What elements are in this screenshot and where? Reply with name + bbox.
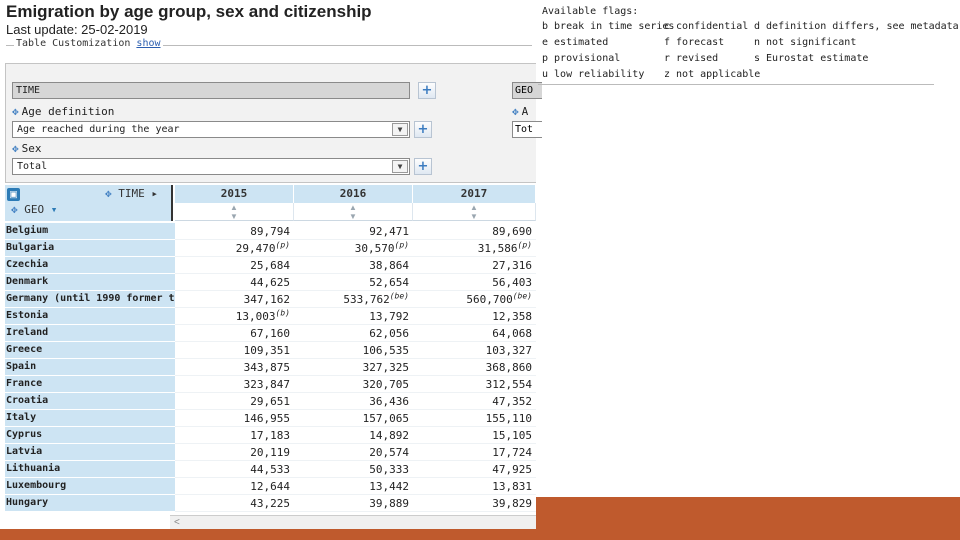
cell-value: 47,352 [492,395,532,408]
table-cell [175,359,294,376]
cell-value: 106,535 [362,344,409,357]
cell-value: 92,471 [369,225,409,238]
cell-flag: (be) [389,291,409,301]
cell-value: 312,554 [485,378,532,391]
table-cell [294,393,413,410]
cell-value: 30,570 [354,242,395,255]
row-label[interactable]: Lithuania [5,461,175,478]
row-label[interactable]: Hungary [5,495,175,512]
customization-label: Table Customization [16,38,131,49]
table-cell [294,376,413,393]
cell-value: 103,327 [485,344,532,357]
cell-value: 12,358 [492,310,532,323]
flag-item: d definition differs, see metadata [754,21,959,32]
table-cell [413,427,536,444]
accent-band-bottom [0,529,960,540]
flag-item: u low reliability [542,69,645,80]
sex-label [12,142,42,155]
table-options-icon[interactable]: ▣ [7,188,20,201]
cell-value: 29,651 [250,395,290,408]
table-cell [294,325,413,342]
table-cell [294,461,413,478]
cell-value: 62,056 [369,327,409,340]
cell-value: 13,442 [369,480,409,493]
sort-toggle[interactable] [175,203,294,221]
table-cell [294,359,413,376]
row-label[interactable]: Ireland [5,325,175,342]
chevron-right-icon[interactable]: ▸ [151,187,158,200]
corner-geo-text: GEO [24,203,45,216]
table-cell [413,376,536,393]
column-header-2015[interactable]: 2015 [175,185,294,203]
cell-value: 13,792 [369,310,409,323]
cell-value: 89,690 [492,225,532,238]
table-cell [175,291,294,308]
chevron-down-icon[interactable]: ▾ [50,203,58,216]
table-corner [5,185,173,221]
cell-flag: (p) [517,240,532,250]
cell-value: 39,829 [492,497,532,510]
cell-value: 146,955 [243,412,290,425]
show-customization-link[interactable]: show [136,38,161,49]
cell-value: 50,333 [369,463,409,476]
row-label[interactable]: Latvia [5,444,175,461]
table-cell [294,223,413,240]
cell-value: 36,436 [369,395,409,408]
table-cell [294,478,413,495]
cell-value: 31,586 [477,242,518,255]
move-icon[interactable]: ✥ [12,142,19,155]
row-label[interactable]: Denmark [5,274,175,291]
flag-item: c confidential [664,21,749,32]
table-cell [294,308,413,325]
table-cell [175,444,294,461]
table-cell [413,308,536,325]
age-select-value: Age reached during the year [17,124,180,135]
table-cell [413,223,536,240]
move-icon[interactable]: ✥ [105,187,112,200]
corner-geo-header[interactable] [11,203,57,216]
table-cell [294,410,413,427]
cell-value: 157,065 [362,412,409,425]
flags-title: Available flags: [542,6,639,17]
row-label[interactable]: Belgium [5,223,175,240]
table-cell [413,325,536,342]
cell-value: 320,705 [362,378,409,391]
age-definition-label [12,105,114,118]
corner-time-text: TIME [118,187,145,200]
table-cell [413,291,536,308]
table-cell [175,274,294,291]
move-icon[interactable]: ✥ [11,203,18,216]
age-label-text: Age definition [21,105,115,118]
flag-item: p provisional [542,53,621,64]
cell-value: 27,316 [492,259,532,272]
table-cell [175,325,294,342]
table-cell [294,257,413,274]
dimension-panel [5,63,536,183]
cell-value: 20,574 [369,446,409,459]
cell-value: 327,325 [362,361,409,374]
age-frag-text: A [521,105,529,118]
sort-toggle[interactable] [413,203,536,221]
row-label[interactable]: France [5,376,175,393]
table-cell [175,376,294,393]
move-icon[interactable]: ✥ [12,105,19,118]
cell-flag: (b) [275,308,290,318]
table-cell [413,342,536,359]
table-cell [175,461,294,478]
cell-value: 368,860 [485,361,532,374]
cell-value: 560,700 [466,293,513,306]
table-cell [413,274,536,291]
cell-value: 15,105 [492,429,532,442]
horizontal-scrollbar[interactable] [170,515,536,529]
cell-value: 44,625 [250,276,290,289]
cell-value: 12,644 [250,480,290,493]
last-update: Last update: 25-02-2019 [6,22,148,37]
cell-value: 44,533 [250,463,290,476]
row-label[interactable]: Luxembourg [5,478,175,495]
cell-value: 20,119 [250,446,290,459]
table-cell [294,444,413,461]
cell-value: 52,654 [369,276,409,289]
cell-value: 13,831 [492,480,532,493]
right-select-fragment[interactable]: Tot [512,121,542,138]
cell-value: 56,403 [492,276,532,289]
column-header-2016[interactable]: 2016 [294,185,413,203]
age-right-label-fragment [512,105,528,118]
geo-dimension-box[interactable]: GEO [512,82,542,99]
row-label[interactable]: Cyprus [5,427,175,444]
cell-value: 29,470 [235,242,276,255]
row-label[interactable]: Czechia [5,257,175,274]
table-cell [413,444,536,461]
table-cell [175,427,294,444]
customization-legend [14,38,163,49]
column-header-2017[interactable]: 2017 [413,185,536,203]
table-cell [175,240,294,257]
table-cell [175,342,294,359]
corner-time-header[interactable] [105,187,158,200]
cell-value: 47,925 [492,463,532,476]
flag-item: e estimated [542,37,609,48]
table-cell [294,495,413,512]
table-cell [175,257,294,274]
table-cell [294,427,413,444]
sex-select-value: Total [17,161,48,172]
table-cell [413,240,536,257]
table-cell [413,393,536,410]
cell-value: 64,068 [492,327,532,340]
cell-value: 25,684 [250,259,290,272]
chevron-down-icon[interactable]: ▼ [392,160,408,173]
cell-value: 13,003 [235,310,276,323]
table-cell [175,495,294,512]
sort-icon[interactable]: ▲ ▼ [230,203,238,221]
cell-value: 17,183 [250,429,290,442]
page-title: Emigration by age group, sex and citizenship [6,2,372,21]
sex-select[interactable] [12,158,410,175]
sort-toggle[interactable] [294,203,413,221]
table-cell [413,359,536,376]
table-cell [413,495,536,512]
flag-item: z not applicable [664,69,761,80]
table-cell [413,257,536,274]
cell-flag: (p) [394,240,409,250]
row-label[interactable]: Spain [5,359,175,376]
data-table [5,185,536,517]
divider [538,84,934,85]
cell-value: 323,847 [243,378,290,391]
cell-value: 347,162 [243,293,290,306]
cell-value: 343,875 [243,361,290,374]
add-sex-button[interactable]: + [414,158,432,175]
flag-item: s Eurostat estimate [754,53,869,64]
add-time-button[interactable]: + [418,82,436,99]
accent-band [536,497,960,529]
flag-item: f forecast [664,37,725,48]
row-label[interactable]: Germany (until 1990 former t [5,291,175,308]
table-cell [294,240,413,257]
table-cell [175,308,294,325]
table-cell [294,274,413,291]
table-cell [175,410,294,427]
row-label[interactable]: Greece [5,342,175,359]
cell-flag: (p) [275,240,290,250]
row-label[interactable]: Bulgaria [5,240,175,257]
table-cell [175,393,294,410]
flag-item: r revised [664,53,719,64]
cell-value: 155,110 [485,412,532,425]
flag-item: n not significant [754,37,857,48]
sort-icon[interactable]: ▲ ▼ [349,203,357,221]
flag-item: b break in time series [542,21,675,32]
cell-value: 43,225 [250,497,290,510]
table-cell [413,478,536,495]
add-age-button[interactable]: + [414,121,432,138]
cell-value: 109,351 [243,344,290,357]
cell-value: 14,892 [369,429,409,442]
row-label[interactable]: Estonia [5,308,175,325]
row-label[interactable]: Italy [5,410,175,427]
cell-flag: (be) [512,291,532,301]
cell-value: 67,160 [250,327,290,340]
sort-icon[interactable]: ▲ ▼ [470,203,478,221]
scroll-left-icon[interactable]: < [174,517,180,528]
time-dimension-box[interactable]: TIME [12,82,410,99]
cell-value: 17,724 [492,446,532,459]
cell-value: 38,864 [369,259,409,272]
table-cell [413,461,536,478]
table-cell [175,223,294,240]
table-cell [294,291,413,308]
chevron-down-icon[interactable]: ▼ [392,123,408,136]
table-customization [6,38,532,52]
move-icon[interactable]: ✥ [512,105,519,118]
row-label[interactable]: Croatia [5,393,175,410]
sex-label-text: Sex [21,142,42,155]
cell-value: 533,762 [343,293,390,306]
table-cell [294,342,413,359]
age-definition-select[interactable] [12,121,410,138]
table-cell [413,410,536,427]
table-cell [175,478,294,495]
cell-value: 89,794 [250,225,290,238]
cell-value: 39,889 [369,497,409,510]
